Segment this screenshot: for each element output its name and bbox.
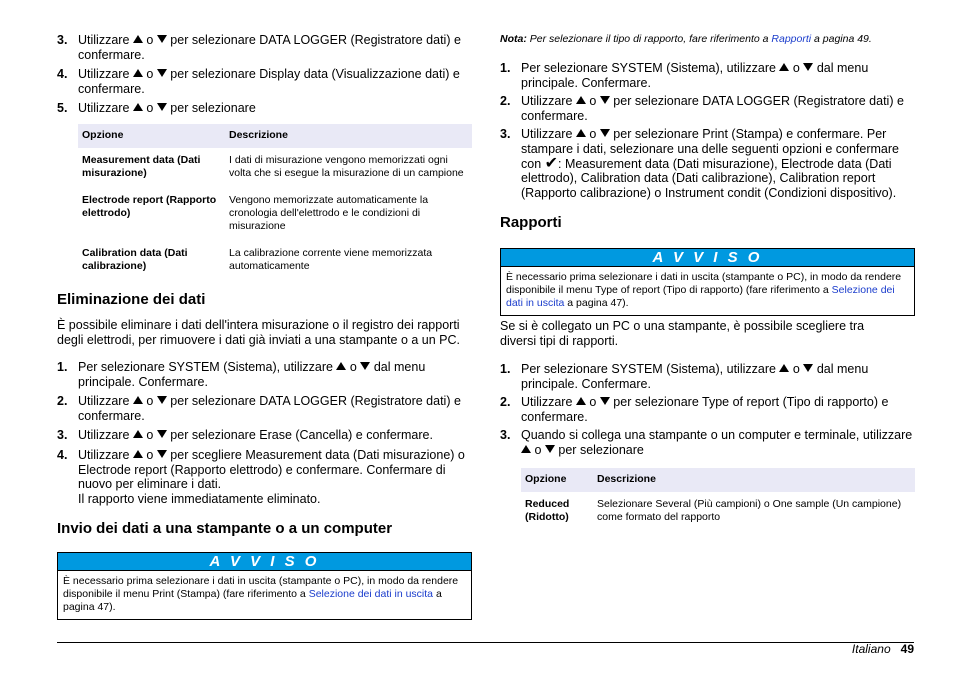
- list-item: 5. Utilizzare o per selezionare: [57, 101, 256, 116]
- arrow-down-icon: [157, 396, 167, 404]
- table-row: Electrode report (Rapporto elettrodo) Vengono memorizzate automaticamente la cronologia dell'elettrodo e le condizioni di misurazione: [82, 194, 429, 232]
- arrow-up-icon: [133, 396, 143, 404]
- section-title-erase: Eliminazione dei dati: [57, 291, 206, 308]
- arrow-down-icon: [157, 103, 167, 111]
- checkmark-icon: ✔: [544, 154, 559, 172]
- display-options-table: [78, 124, 472, 281]
- notice-body: È necessario prima selezionare i dati in uscita (stampante o PC), in modo da rendere disponibile il menu Print (Stampa) (fare riferimento a Selezione dei dati in uscita a pagina 47).: [63, 575, 459, 613]
- link-output-selection[interactable]: Selezione dei dati in uscita: [506, 284, 895, 309]
- reports-intro: Se si è collegato un PC o una stampante, è possibile scegliere tra diversi tipi di rapporti.: [500, 319, 865, 348]
- section-title-reports: Rapporti: [500, 214, 562, 231]
- table-header-row: Opzione Descrizione: [78, 124, 472, 148]
- arrow-up-icon: [576, 397, 586, 405]
- list-item: 4. Utilizzare o per selezionare Display data (Visualizzazione dati) e confermare.: [57, 67, 460, 96]
- link-reports[interactable]: Rapporti: [771, 33, 812, 45]
- table-row: Measurement data (Dati misurazione) I dati di misurazione vengono memorizzati ogni volta che si esegue la misurazione di un campione: [82, 154, 464, 179]
- arrow-up-icon: [133, 450, 143, 458]
- link-output-selection[interactable]: Selezione dei dati in uscita: [308, 588, 434, 600]
- arrow-up-icon: [133, 69, 143, 77]
- list-item: 1. Per selezionare SYSTEM (Sistema), utilizzare o dal menu principale. Confermare.: [57, 360, 426, 389]
- arrow-up-icon: [336, 362, 346, 370]
- list-item: 2. Utilizzare o per selezionare DATA LOGGER (Registratore dati) e confermare.: [500, 94, 904, 123]
- arrow-down-icon: [600, 397, 610, 405]
- list-item: 2. Utilizzare o per selezionare Type of report (Tipo di rapporto) e confermare.: [500, 395, 889, 424]
- table-row: Reduced (Ridotto) Selezionare Several (Più campioni) o One sample (Un campione) come formato del rapporto: [525, 498, 902, 523]
- erase-intro: È possibile eliminare i dati dell'intera misurazione o il registro dei rapporti degli elettrodi, per rimuovere i dati già inviati a una stampante o a un PC.: [57, 318, 461, 347]
- footer-divider: [57, 642, 914, 643]
- notice-header: A V V I S O: [58, 553, 471, 571]
- notice-header: A V V I S O: [501, 249, 914, 267]
- list-item: 3. Quando si collega una stampante o un computer e terminale, utilizzare o per selezionare: [500, 428, 913, 457]
- arrow-down-icon: [803, 364, 813, 372]
- report-options-table: [521, 468, 915, 532]
- list-item: 1. Per selezionare SYSTEM (Sistema), utilizzare o dal menu principale. Confermare.: [500, 61, 869, 90]
- note: Nota: Per selezionare il tipo di rapporto, fare riferimento a Rapporti a pagina 49.: [500, 33, 872, 45]
- arrow-down-icon: [803, 63, 813, 71]
- section-title-send: Invio dei dati a una stampante o a un computer: [57, 520, 393, 537]
- arrow-down-icon: [600, 96, 610, 104]
- table-row: Calibration data (Dati calibrazione) La calibrazione corrente viene memorizzata automaticamente: [82, 247, 433, 272]
- arrow-up-icon: [133, 103, 143, 111]
- arrow-up-icon: [133, 35, 143, 43]
- step-list-print: [500, 61, 915, 200]
- footer-language: Italiano: [851, 642, 891, 656]
- page-number: 49: [900, 642, 914, 656]
- arrow-up-icon: [779, 364, 789, 372]
- step-list-reports: [500, 362, 915, 458]
- list-item: 4. Utilizzare o per scegliere Measurement data (Dati misurazione) o Electrode report (Rapporto elettrodo) e confermare. Confermare di nuovo per eliminare i dati. Il rapporto viene immediatamente eliminato.: [57, 447, 465, 506]
- list-item: 3. Utilizzare o per selezionare Erase (Cancella) e confermare.: [57, 428, 433, 443]
- arrow-up-icon: [779, 63, 789, 71]
- list-item: 2. Utilizzare o per selezionare DATA LOGGER (Registratore dati) e confermare.: [57, 394, 461, 423]
- arrow-up-icon: [133, 430, 143, 438]
- arrow-up-icon: [521, 445, 531, 453]
- arrow-down-icon: [545, 445, 555, 453]
- arrow-down-icon: [157, 69, 167, 77]
- page-footer: [852, 642, 914, 656]
- arrow-up-icon: [576, 96, 586, 104]
- arrow-down-icon: [157, 450, 167, 458]
- arrow-down-icon: [157, 35, 167, 43]
- list-item: 1. Per selezionare SYSTEM (Sistema), utilizzare o dal menu principale. Confermare.: [500, 362, 869, 391]
- arrow-up-icon: [576, 129, 586, 137]
- arrow-down-icon: [600, 129, 610, 137]
- step-list-display: [57, 33, 472, 116]
- notice-box-print: [57, 552, 472, 620]
- table-header-row: Opzione Descrizione: [521, 468, 915, 492]
- arrow-down-icon: [157, 430, 167, 438]
- list-item: 3. Utilizzare o per selezionare DATA LOGGER (Registratore dati) e confermare.: [57, 33, 461, 62]
- notice-box-report: [500, 248, 915, 316]
- arrow-down-icon: [360, 362, 370, 370]
- notice-body: È necessario prima selezionare i dati in uscita (stampante o PC), in modo da rendere disponibile il menu Type of report (Tipo di rapporto) (fare riferimento a Selezione dei dati in uscita a pagina 47).: [506, 271, 902, 309]
- list-item: 3. Utilizzare o per selezionare Print (Stampa) e confermare. Per stampare i dati, selezionare una delle seguenti opzioni e confermare con ✔: Measurement data (Dati misurazione), Electrode data (Dati elettrodo), Calibration data (Dati calibrazione), Calibration report (Rapporto calibrazione) o Instrument condit (Condizioni dispositivo).: [500, 127, 900, 200]
- step-list-erase: [57, 360, 472, 506]
